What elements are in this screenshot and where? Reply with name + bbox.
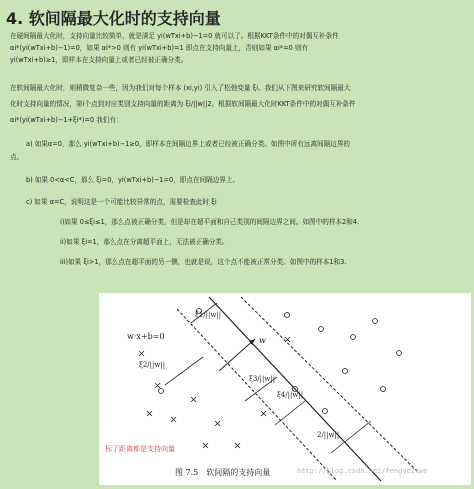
positive-sample xyxy=(285,313,290,318)
section-title: 4. 软间隔最大化时的支持向量 xyxy=(6,9,221,28)
margin-label: 2/||w|| xyxy=(317,431,340,439)
negative-sample xyxy=(285,337,290,342)
paragraph-2-line-3: αi*(yi(wTxi+b)−1+ξi*)=0 我们有： xyxy=(10,116,123,124)
positive-sample xyxy=(351,335,356,340)
figure-svg xyxy=(99,293,471,485)
paragraph-2-line-2: 化时支持向量的情况，第i个点到对应类别支持向量的距离为 ξi/||w||2。根据软间隔最大化时KKT条件中的对偶互补条件 xyxy=(10,100,356,108)
support-vector-annotation: 标了距离都是支持向量 xyxy=(105,445,175,453)
xi1-label: ξ1/||w|| xyxy=(195,311,222,319)
case-c-iii: iii)如果 ξi>1，那么点在超平面的另一侧，也就是说，这个点不能被正常分类。如图中的样本1和3. xyxy=(60,258,347,266)
case-c-ii: ii)如果 ξi=1，那么点在分离超平面上，无法被正确分类。 xyxy=(60,238,229,246)
xi4-segment xyxy=(275,401,305,425)
watermark: http://blog.csdn.net/fengye2two xyxy=(297,467,428,475)
negative-sample xyxy=(215,421,220,426)
paragraph-2-line-1: 在软间隔最大化时，则稍微复杂一些，因为我们对每个样本 (xi,yi) 引入了松弛变量 ξi。我们从下图来研究软间隔最大 xyxy=(10,84,351,92)
negative-sample xyxy=(235,443,240,448)
positive-sample xyxy=(343,369,348,374)
xi3-label: ξ3/||w|| xyxy=(249,375,276,383)
paragraph-1-line-2: αi*(yi(wTxi+b)−1)=0，如果 αi*>0 则有 yi(wTxi+b)=1 即点在支持向量上，否则如果 αi*=0 则有 xyxy=(10,44,309,52)
positive-sample xyxy=(397,351,402,356)
upper-margin-boundary xyxy=(241,297,419,473)
xi2-segment xyxy=(165,357,203,385)
lower-margin-boundary xyxy=(177,309,340,481)
positive-sample xyxy=(319,327,324,332)
positive-sample xyxy=(373,319,378,324)
case-c-line: c) 如果 α=C，说明这是一个可能比较异常的点，需要检查此时 ξi xyxy=(26,198,217,206)
negative-sample xyxy=(155,383,160,388)
positive-sample xyxy=(323,409,328,414)
negative-sample xyxy=(171,417,176,422)
paragraph-1-line-1: 在硬间隔最大化时，支持向量比较简单，就是满足 yi(wTxi+b)−1=0 就可以了。根据KKT条件中的对偶互补条件 xyxy=(10,32,339,40)
negative-samples xyxy=(139,337,290,448)
w-label: w xyxy=(259,336,266,345)
xi2-label: ξ2/||w|| xyxy=(139,361,166,369)
figure-caption: 图 7.5 软间隔的支持向量 xyxy=(175,468,271,477)
negative-sample xyxy=(261,411,266,416)
paragraph-1-line-3: yi(wTxi+b)≥1，即样本在支持向量上或者已经被正确分类。 xyxy=(10,56,188,64)
case-b-line: b) 如果 0<α<C，那么 ξi=0，yi(wTxi+b)−1=0，即点在间隔边界上。 xyxy=(26,176,240,184)
negative-sample xyxy=(191,397,196,402)
support-vector-figure xyxy=(99,293,471,485)
negative-sample xyxy=(139,351,144,356)
positive-sample xyxy=(159,389,164,394)
positive-sample xyxy=(381,387,386,392)
separating-hyperplane xyxy=(209,297,381,481)
case-a-line-2: 点。 xyxy=(10,153,24,161)
xi4-label: ξ4/||w|| xyxy=(277,391,304,399)
w-arrow xyxy=(219,339,255,371)
case-a-line-1: a) 如果α=0，那么 yi(wTxi+b)−1≥0，即样本在间隔边界上或者已经被正确分类。如图中所有远离间隔边界的 xyxy=(26,140,351,148)
negative-sample xyxy=(203,443,208,448)
negative-sample xyxy=(147,411,152,416)
case-c-i: i)如果 0≤ξi≤1，那么点被正确分类，但是却在超平面和自己类别的间隔边界之间。如图中的样本2和4. xyxy=(60,218,360,226)
hyperplane-label: w·x+b=0 xyxy=(127,332,165,341)
